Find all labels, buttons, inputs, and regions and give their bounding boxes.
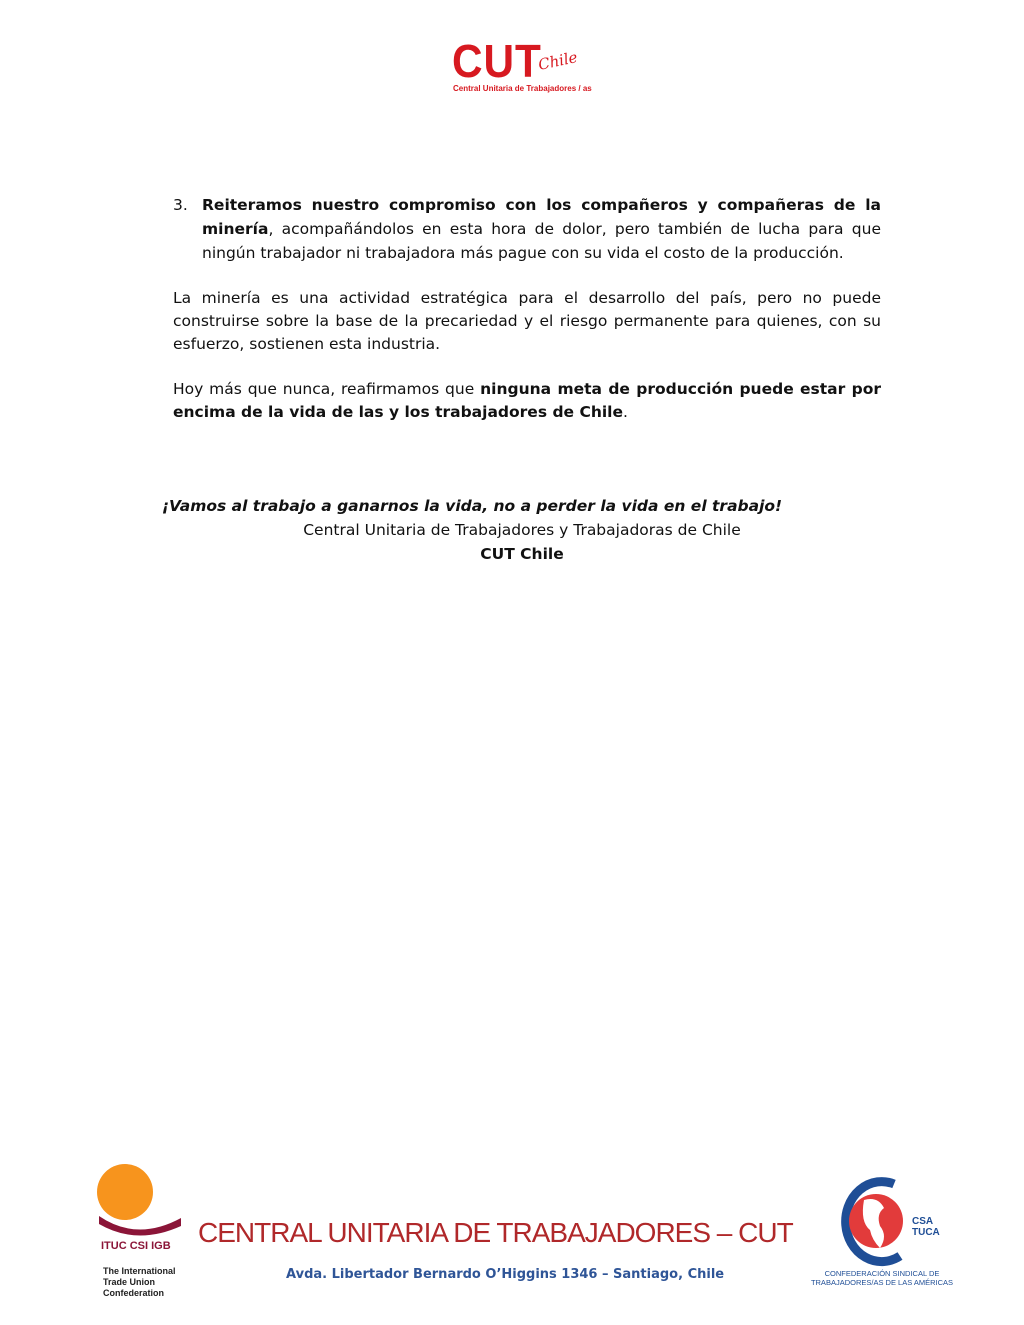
cut-logo-subtitle: Central Unitaria de Trabajadores / as	[453, 84, 592, 93]
closing-organization: Central Unitaria de Trabajadores y Trabajadoras de Chile	[303, 521, 741, 539]
closing-motto: ¡Vamos al trabajo a ganarnos la vida, no a perder la vida en el trabajo!	[161, 497, 783, 515]
document-body	[173, 193, 881, 424]
cut-logo-word: CUT	[452, 35, 542, 87]
closing-block	[161, 494, 881, 566]
ituc-label: ITUC CSI IGB	[101, 1240, 171, 1252]
ituc-swoosh-icon	[97, 1212, 183, 1238]
closing-signature: CUT Chile	[480, 545, 564, 563]
list-item-rest: , acompañándolos en esta hora de dolor, pero también de lucha para que ningún trabajador ni trabajadora más pague con su vida el costo de la producción.	[202, 220, 881, 262]
paragraph-bold: ninguna meta de producción puede estar por encima de la vida de las y los trabajadores de Chile	[173, 380, 881, 421]
paragraph-end: .	[623, 403, 628, 421]
ituc-logo	[93, 1162, 187, 1302]
csa-label	[912, 1216, 940, 1238]
paragraph-mining: La minería es una actividad estratégica para el desarrollo del país, pero no puede construirse sobre la base de la precariedad y el riesgo permanente para quienes, con su esfuerzo, sostienen esta industria.	[173, 289, 881, 353]
cut-chile-logo	[452, 35, 592, 98]
csa-label-line2: TUCA	[912, 1227, 940, 1238]
ituc-description: The International Trade Union Confederation	[103, 1266, 176, 1298]
csa-globe-icon	[834, 1174, 914, 1268]
list-item-number: 3.	[173, 196, 188, 214]
footer-title: CENTRAL UNITARIA DE TRABAJADORES – CUT	[198, 1217, 793, 1248]
footer-address: Avda. Libertador Bernardo O’Higgins 1346 – Santiago, Chile	[286, 1267, 725, 1282]
list-item-3	[173, 193, 881, 265]
cut-logo-country: Chile	[536, 48, 580, 74]
csa-tuca-logo	[806, 1172, 966, 1292]
csa-label-line1: CSA	[912, 1216, 934, 1227]
list-item-text	[202, 193, 881, 265]
list-item-bold: Reiteramos nuestro compromiso con los compañeros y compañeras de la minería	[202, 196, 881, 238]
csa-description: CONFEDERACIÓN SINDICAL DE TRABAJADORES/AS DE LAS AMÉRICAS	[810, 1269, 954, 1287]
paragraph-reaffirm	[173, 378, 881, 424]
paragraph-lead: Hoy más que nunca, reafirmamos que	[173, 380, 481, 398]
